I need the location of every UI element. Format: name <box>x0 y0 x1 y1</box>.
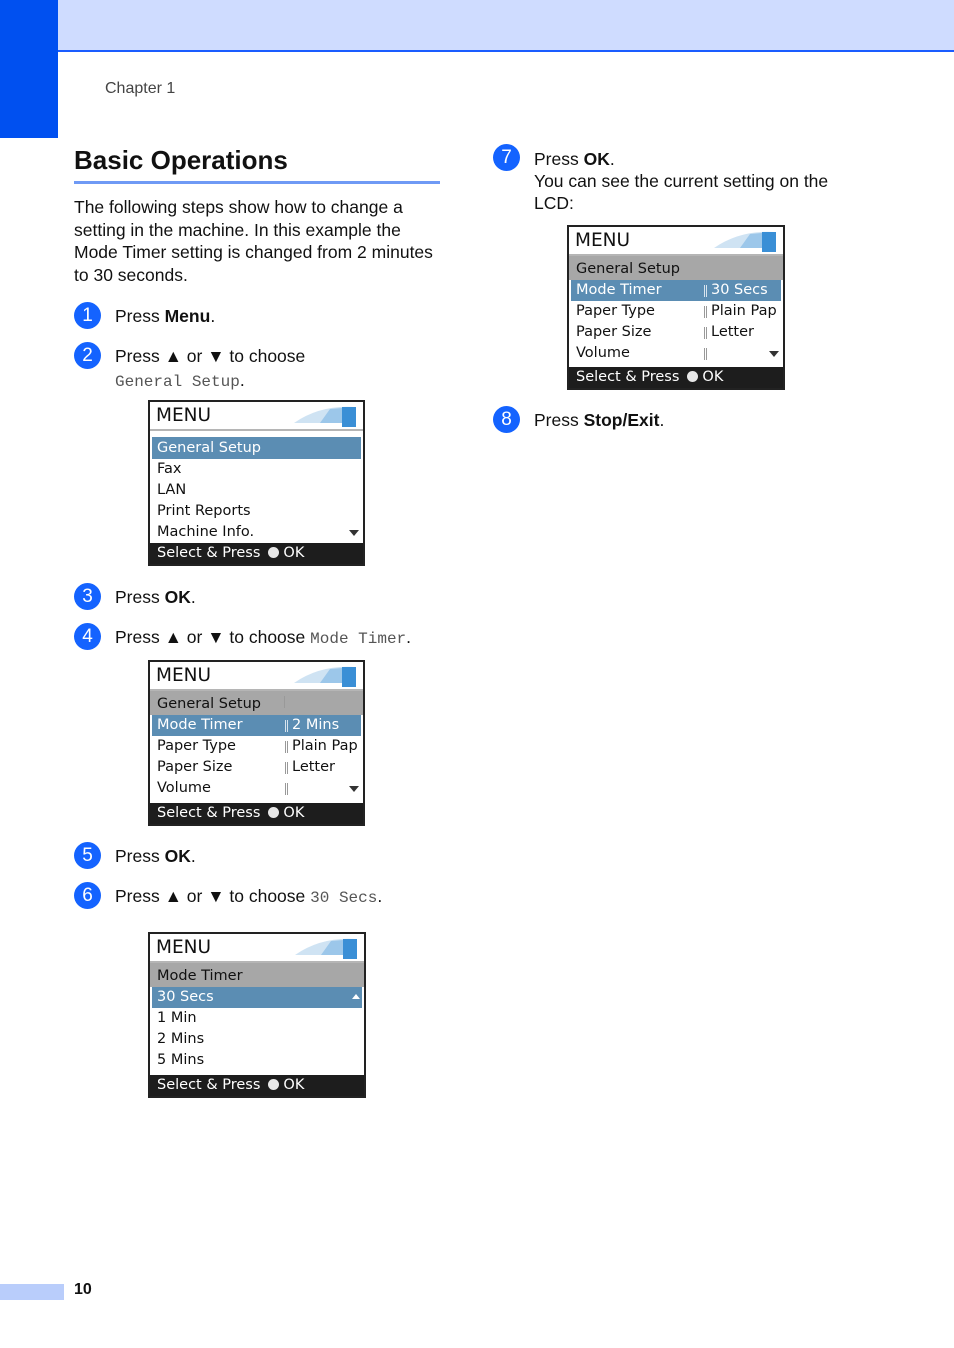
footer-band <box>0 1284 64 1300</box>
step-text-pre: Press ▲ or ▼ to choose <box>115 346 306 366</box>
step-text <box>534 148 615 170</box>
lcd-selected-row <box>152 715 361 736</box>
lcd-header-text: General Setup <box>157 696 261 712</box>
lcd-screen-current-setting <box>567 225 785 390</box>
lcd-screen-mode-timer <box>148 660 365 826</box>
step-text-bold: OK <box>583 149 610 169</box>
lcd-title <box>569 227 783 256</box>
column-separator <box>704 327 707 339</box>
step-number-badge: 1 <box>74 302 101 329</box>
lcd-row <box>150 480 363 501</box>
lcd-row-label: Fax <box>157 461 182 477</box>
step-text-post: . <box>609 149 615 169</box>
step-number-badge: 8 <box>493 406 520 433</box>
column-separator <box>704 306 707 318</box>
lcd-row <box>150 522 363 543</box>
step-code: 30 Secs <box>310 889 378 907</box>
lcd-footer-text: Select & Press <box>157 1077 261 1093</box>
lcd-row <box>569 301 783 322</box>
page-number: 10 <box>74 1281 92 1298</box>
step-text <box>534 409 664 431</box>
lcd-row-value: 2 Mins <box>292 717 340 733</box>
lcd-row-label: 30 Secs <box>157 989 214 1005</box>
step-number-badge: 6 <box>74 882 101 909</box>
column-separator <box>704 348 707 360</box>
lcd-header-row <box>150 691 363 715</box>
lcd-row <box>150 778 363 799</box>
lcd-row <box>150 501 363 522</box>
lcd-row <box>150 1050 364 1071</box>
lcd-logo-icon <box>291 935 361 961</box>
step-text-post: . <box>210 306 216 326</box>
column-separator <box>704 285 707 297</box>
title-underline <box>74 181 440 184</box>
lcd-title-text: MENU <box>156 665 212 686</box>
lcd-title <box>150 662 363 691</box>
chapter-label: Chapter 1 <box>105 80 176 97</box>
lcd-row <box>569 343 783 364</box>
lcd-logo-icon <box>290 403 360 429</box>
step-text <box>115 845 196 867</box>
lcd-row-label: Paper Size <box>576 324 652 340</box>
step-text-pre: Press <box>115 846 165 866</box>
step-text-bold: OK <box>164 846 191 866</box>
step-text <box>115 885 382 909</box>
lcd-row-value: Letter <box>711 324 754 340</box>
lcd-row-label: Print Reports <box>157 503 251 519</box>
lcd-selected-row <box>571 280 781 301</box>
column-separator <box>285 741 288 753</box>
lcd-selected-row <box>152 987 362 1008</box>
lcd-header-row <box>150 963 364 987</box>
step-text <box>115 305 215 327</box>
lcd-header-text: General Setup <box>576 261 680 277</box>
step-text-line2: You can see the current setting on the LCD: <box>534 171 829 213</box>
lcd-title-text: MENU <box>575 230 631 251</box>
lcd-footer-ok: OK <box>283 545 305 561</box>
step-number-badge: 5 <box>74 842 101 869</box>
column-separator <box>285 762 288 774</box>
lcd-row-label: Machine Info. <box>157 524 255 540</box>
lcd-row-label: 1 Min <box>157 1010 197 1026</box>
lcd-footer <box>150 803 363 824</box>
lcd-screen-general-setup <box>148 400 365 566</box>
step-number-badge: 4 <box>74 623 101 650</box>
column-separator <box>285 720 288 732</box>
section-title: Basic Operations <box>74 145 288 175</box>
step-text-post: . <box>659 410 665 430</box>
step-number-badge: 2 <box>74 342 101 369</box>
lcd-row-label: Mode Timer <box>576 282 662 298</box>
step-text-pre: Press ▲ or ▼ to choose <box>115 886 311 906</box>
step-text-post: . <box>190 846 196 866</box>
step-number-badge: 7 <box>493 144 520 171</box>
lcd-footer <box>569 367 783 388</box>
step-text-line2 <box>115 369 245 393</box>
step-code: Mode Timer <box>310 630 407 648</box>
step-text <box>115 345 305 367</box>
lcd-row-label: LAN <box>157 482 187 498</box>
lcd-row-value: 30 Secs <box>711 282 768 298</box>
lcd-row-label: General Setup <box>157 440 261 456</box>
step-text-post: . <box>377 886 383 906</box>
lcd-selected-row <box>152 437 361 459</box>
lcd-footer-ok: OK <box>283 1077 305 1093</box>
lcd-footer-text: Select & Press <box>157 545 261 561</box>
ok-button-icon <box>268 547 279 558</box>
lcd-row <box>150 1029 364 1050</box>
step-text-post: . <box>190 587 196 607</box>
column-separator <box>284 696 285 708</box>
step-text-bold: OK <box>164 587 191 607</box>
scroll-down-arrow-icon <box>349 786 359 792</box>
lcd-row-label: Volume <box>157 780 211 796</box>
chapter-tab <box>0 0 58 138</box>
lcd-title-text: MENU <box>156 937 212 958</box>
column-separator <box>285 783 288 795</box>
step-text <box>115 626 411 650</box>
step-text <box>115 586 196 608</box>
lcd-logo-icon <box>710 228 780 254</box>
step-text-pre: Press <box>115 587 165 607</box>
header-band <box>58 0 954 52</box>
lcd-footer-ok: OK <box>702 369 724 385</box>
lcd-row <box>569 322 783 343</box>
lcd-title <box>150 934 364 963</box>
step-code: General Setup <box>115 373 240 391</box>
step-text-pre: Press ▲ or ▼ to choose <box>115 627 311 647</box>
scroll-down-arrow-icon <box>349 530 359 536</box>
step-text-bold: Menu <box>164 306 211 326</box>
lcd-footer <box>150 543 363 564</box>
step-text-pre: Press <box>534 410 584 430</box>
lcd-row-label: 5 Mins <box>157 1052 205 1068</box>
lcd-title <box>150 402 363 431</box>
lcd-row-value: Letter <box>292 759 335 775</box>
lcd-footer <box>150 1075 364 1096</box>
step-number-badge: 3 <box>74 583 101 610</box>
step-text-bold: Stop/Exit <box>583 410 660 430</box>
lcd-screen-timer-options <box>148 932 366 1098</box>
lcd-row <box>150 1008 364 1029</box>
scroll-up-arrow-icon <box>352 994 360 999</box>
lcd-row-label: 2 Mins <box>157 1031 205 1047</box>
step-text-pre: Press <box>534 149 584 169</box>
lcd-row-label: Paper Type <box>576 303 655 319</box>
lcd-row-label: Paper Size <box>157 759 233 775</box>
lcd-row <box>150 736 363 757</box>
lcd-title-text: MENU <box>156 405 212 426</box>
step-text-post: . <box>406 627 412 647</box>
ok-button-icon <box>268 1079 279 1090</box>
ok-button-icon <box>687 371 698 382</box>
lcd-logo-icon <box>290 663 360 689</box>
lcd-row <box>150 459 363 480</box>
lcd-footer-text: Select & Press <box>576 369 680 385</box>
lcd-row-value: Plain Pap <box>292 738 358 754</box>
step-text-pre: Press <box>115 306 165 326</box>
lcd-footer-ok: OK <box>283 805 305 821</box>
lcd-row-label: Paper Type <box>157 738 236 754</box>
ok-button-icon <box>268 807 279 818</box>
lcd-header-text: Mode Timer <box>157 968 243 984</box>
lcd-header-row <box>569 256 783 280</box>
intro-paragraph: The following steps show how to change a setting in the machine. In this example the Mode Timer setting is changed from 2 minutes to 30 seconds. <box>74 197 433 285</box>
lcd-footer-text: Select & Press <box>157 805 261 821</box>
lcd-row <box>150 757 363 778</box>
step-text-post: . <box>239 370 245 390</box>
lcd-row-label: Mode Timer <box>157 717 243 733</box>
lcd-row-value: Plain Pap <box>711 303 777 319</box>
scroll-down-arrow-icon <box>769 351 779 357</box>
lcd-row-label: Volume <box>576 345 630 361</box>
